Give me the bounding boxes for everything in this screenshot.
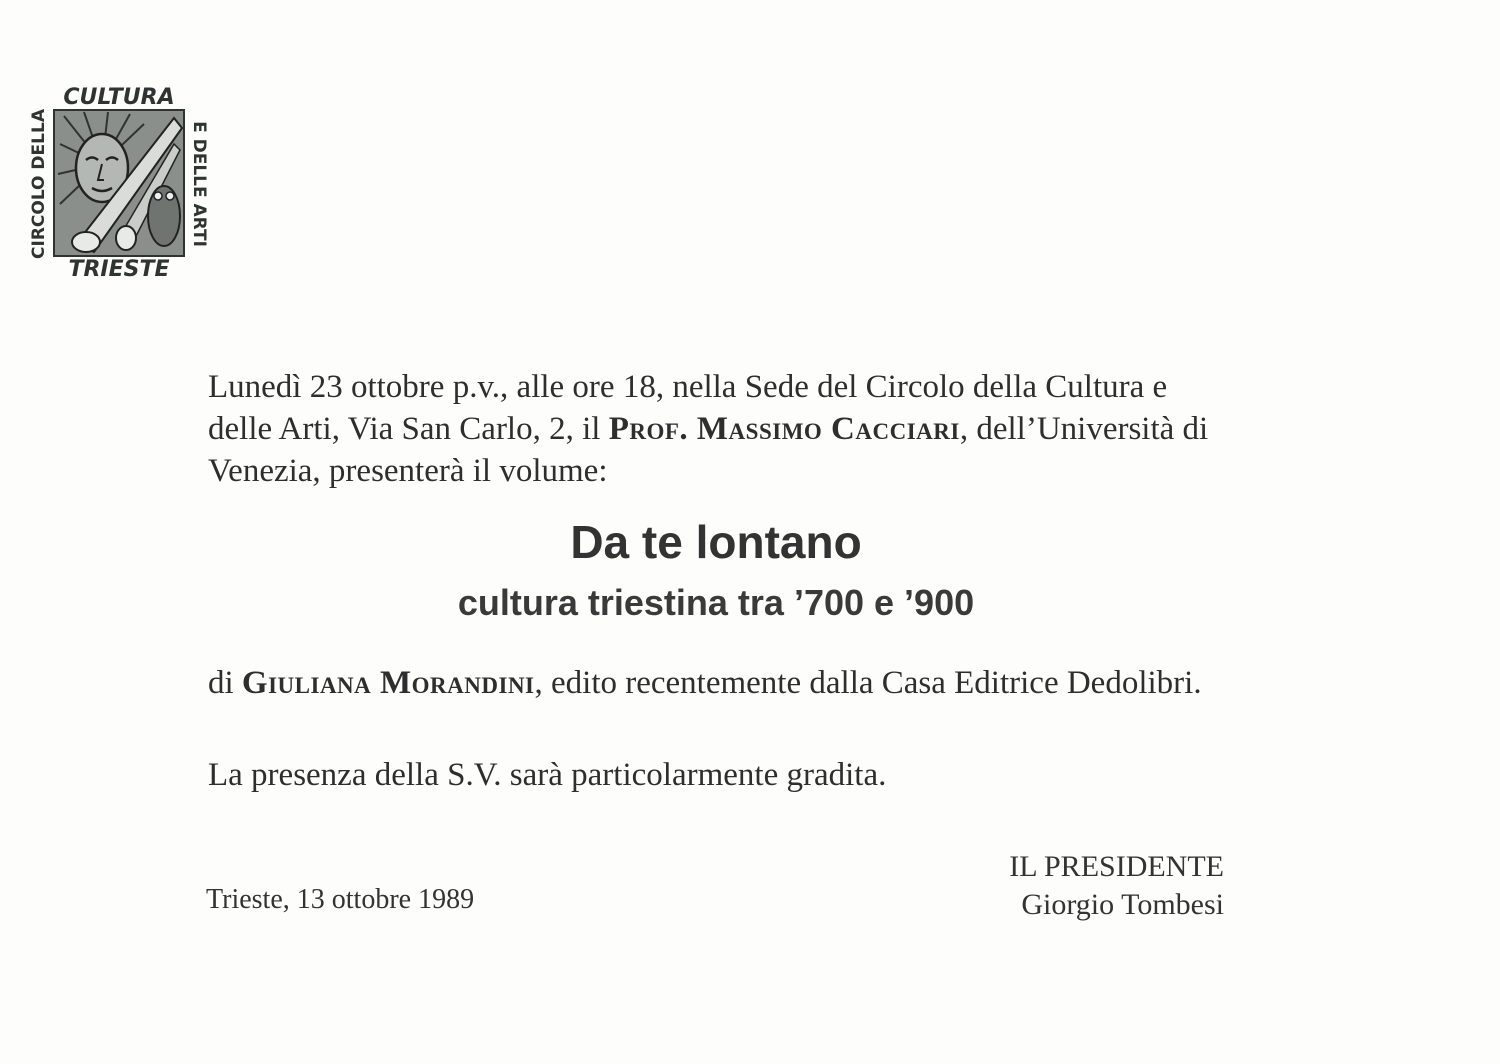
svg-text:CIRCOLO DELLA: CIRCOLO DELLA	[29, 109, 49, 259]
invitation-closing: La presenza della S.V. sarà particolarmente gradita.	[208, 757, 887, 793]
speaker-name: Prof. Massimo Cacciari	[608, 411, 960, 447]
publisher-text: , edito recentemente dalla Casa Editrice Dedolibri.	[534, 665, 1202, 701]
book-subtitle: cultura triestina tra ’700 e ’900	[457, 582, 975, 623]
event-text-start: Lunedì 23 ottobre p.v., alle ore 18, nella Sede del Circolo della Cultura e delle Arti, Via San Carlo, 2, il	[208, 369, 1168, 447]
signature-block	[1009, 848, 1224, 924]
invitation-paragraph-event	[208, 366, 1224, 492]
event-text-end: , dell’Università di Venezia, presenterà il volume:	[208, 411, 1209, 489]
svg-text:TRIESTE: TRIESTE	[68, 257, 170, 280]
invitation-paragraph-author	[208, 662, 1224, 704]
svg-text:E DELLE ARTI: E DELLE ARTI	[189, 121, 209, 247]
circolo-emblem-icon	[24, 84, 212, 280]
president-name: Giorgio Tombesi	[1021, 888, 1224, 921]
president-title: IL PRESIDENTE	[1009, 850, 1224, 883]
author-name: Giuliana Morandini	[241, 665, 535, 701]
place-date: Trieste, 13 ottobre 1989	[206, 884, 475, 915]
book-title: Da te lontano	[570, 516, 862, 568]
author-prefix: di	[208, 665, 242, 701]
circolo-logo	[24, 84, 212, 280]
svg-text:CULTURA: CULTURA	[63, 85, 175, 110]
